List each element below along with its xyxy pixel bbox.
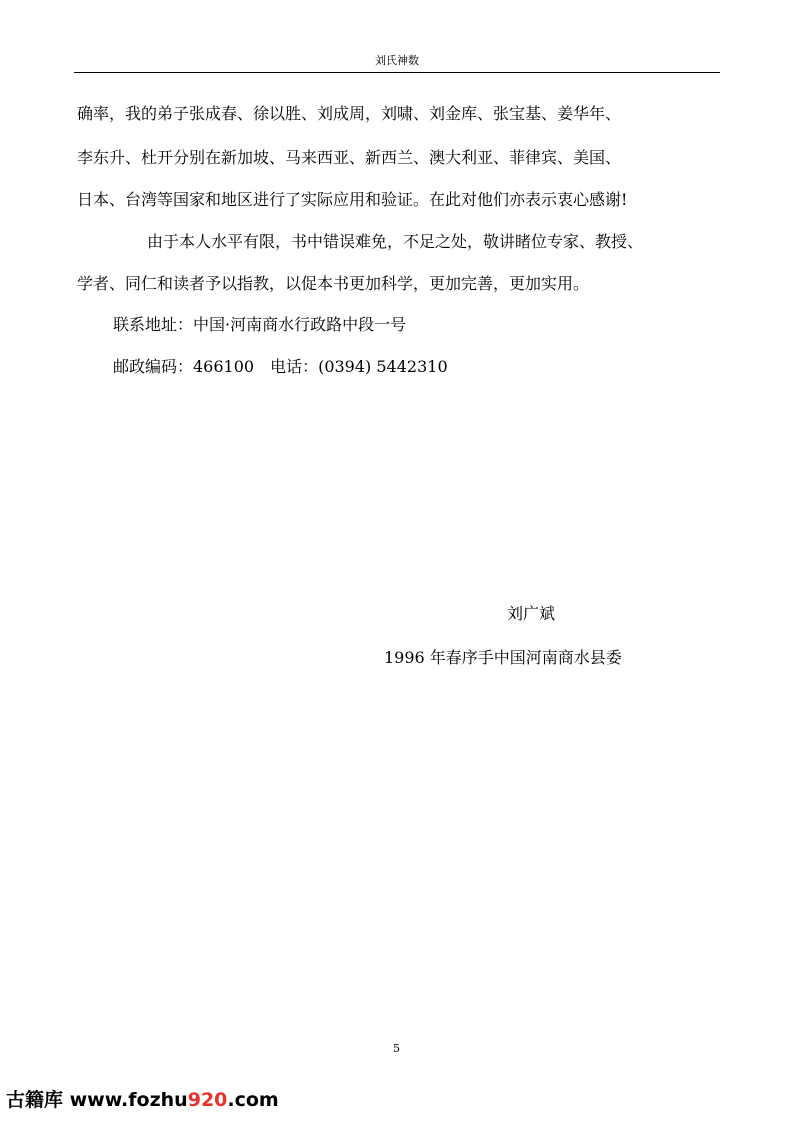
contact-address: 联系地址：中国·河南商水行政路中段一号: [113, 315, 407, 334]
watermark-suffix: .com: [227, 1089, 279, 1111]
preface-dateline: 1996 年春序手中国河南商水县委: [384, 648, 622, 667]
watermark-prefix: 古籍库 www.fozhu: [6, 1089, 188, 1111]
body-line-1: 确率，我的弟子张成春、徐以胜、刘成周，刘啸、刘金库、张宝基、姜华年、: [77, 104, 622, 123]
body-line-3: 日本、台湾等国家和地区进行了实际应用和验证。在此对他们亦表示衷心感谢!: [77, 190, 628, 209]
body-line-4: 由于本人水平有限，书中错误难免，不足之处，敬讲睹位专家、教授、: [147, 232, 644, 251]
author-name: 刘广斌: [507, 604, 556, 623]
watermark-number: 920: [187, 1089, 228, 1111]
contact-postcode-phone: 邮政编码：466100 电话：(0394) 5442310: [113, 357, 448, 376]
body-line-2: 李东升、杜开分别在新加坡、马来西亚、新西兰、澳大利亚、菲律宾、美国、: [77, 148, 622, 167]
body-line-5: 学者、同仁和读者予以指教，以促本书更加科学，更加完善，更加实用。: [77, 274, 590, 293]
running-header: 刘氏神数: [375, 54, 419, 67]
page-number: 5: [393, 1042, 400, 1055]
header-rule: [74, 72, 720, 73]
site-watermark: [6, 1088, 279, 1112]
